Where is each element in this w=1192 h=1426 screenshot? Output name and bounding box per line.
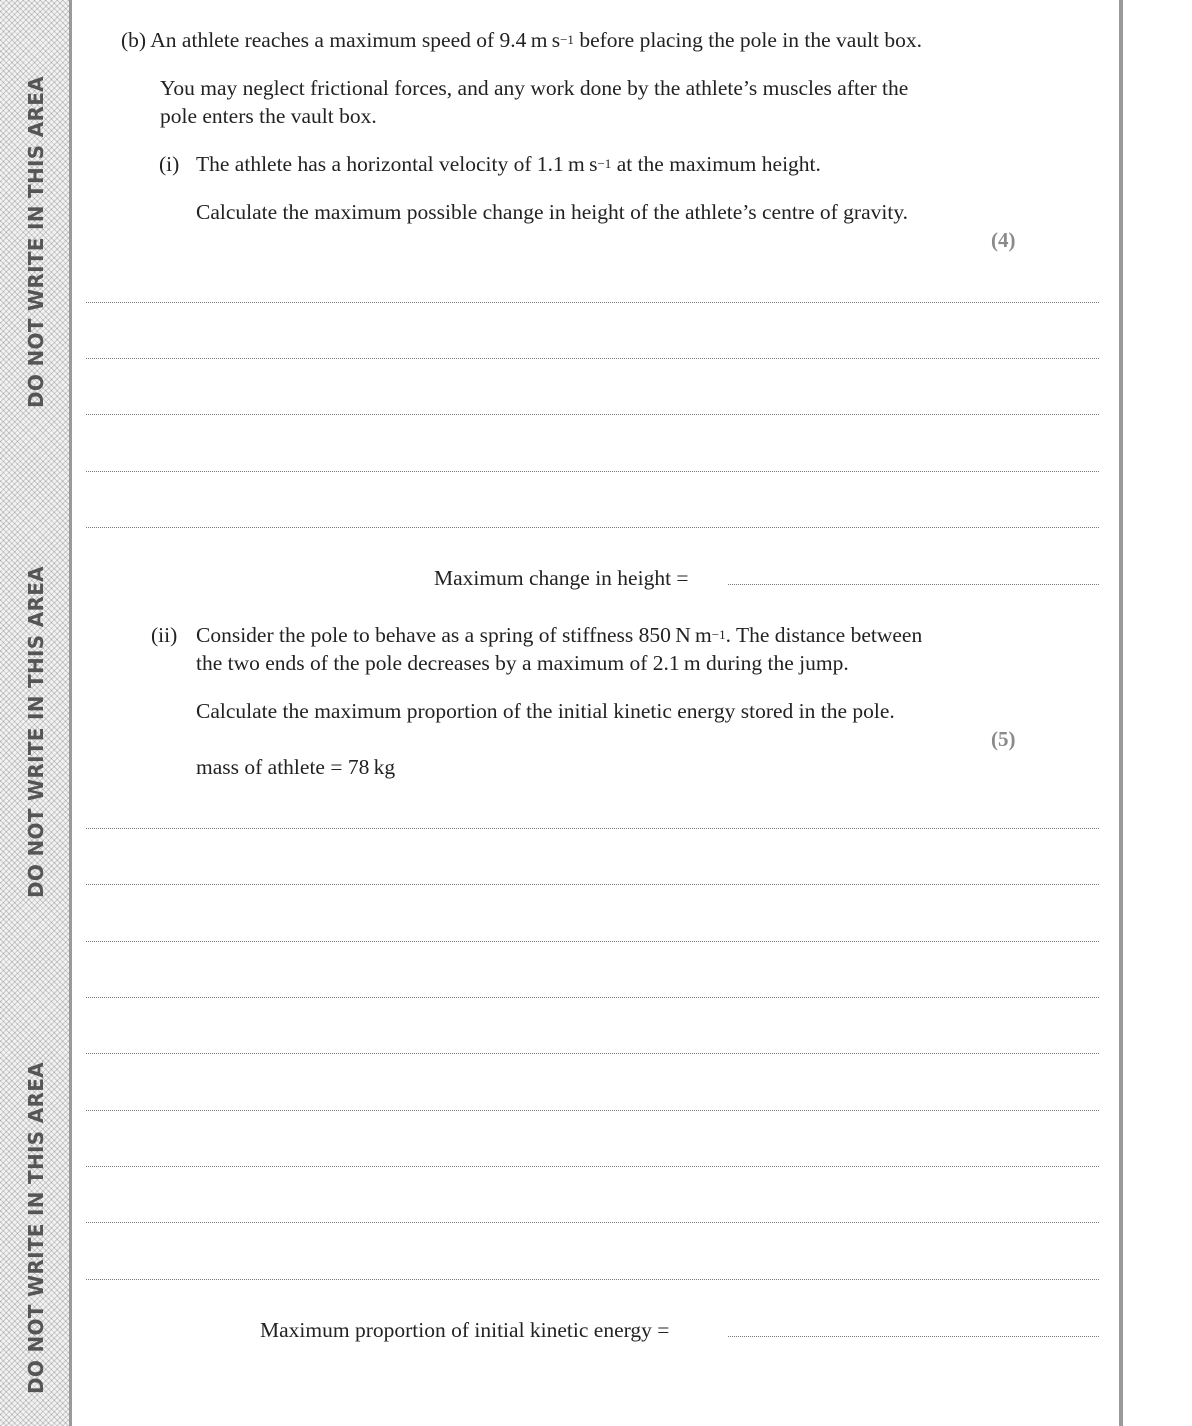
part-i-marks: (4) [991, 228, 1016, 252]
part-ii-label: (ii) [151, 623, 178, 647]
part-i-answer-field[interactable] [728, 584, 1099, 585]
answer-line[interactable] [86, 471, 1099, 472]
unit-superscript: −1 [711, 627, 726, 642]
answer-line[interactable] [86, 414, 1099, 415]
answer-line[interactable] [86, 527, 1099, 528]
part-b-intro [121, 26, 922, 54]
margin-warning-text: DO NOT WRITE IN THIS AREA [24, 566, 48, 898]
unit-superscript: −1 [560, 32, 574, 47]
part-i-answer-label: Maximum change in height = [434, 566, 689, 590]
answer-line[interactable] [86, 1053, 1099, 1054]
right-border [1119, 0, 1123, 1426]
answer-line[interactable] [86, 997, 1099, 998]
part-b-note-line1: You may neglect frictional forces, and any work done by the athlete’s muscles after the [160, 76, 909, 100]
margin-warning-text: DO NOT WRITE IN THIS AREA [24, 76, 48, 408]
unit-superscript: −1 [597, 156, 612, 171]
answer-line[interactable] [86, 884, 1099, 885]
part-b-intro-text-end: before placing the pole in the vault box. [573, 28, 923, 52]
part-i-text-end: at the maximum height. [611, 152, 821, 176]
answer-line[interactable] [86, 1279, 1099, 1280]
part-ii-line1-end: . The distance between [725, 623, 923, 647]
answer-line[interactable] [86, 1166, 1099, 1167]
answer-line[interactable] [86, 828, 1099, 829]
part-b-note-line2: pole enters the vault box. [160, 104, 377, 128]
answer-line[interactable] [86, 302, 1099, 303]
part-b-label: (b) [121, 28, 147, 52]
part-b-intro-text: An athlete reaches a maximum speed of 9.4 m s [150, 28, 561, 52]
answer-line[interactable] [86, 1222, 1099, 1223]
part-ii-line2: the two ends of the pole decreases by a maximum of 2.1 m during the jump. [196, 651, 849, 675]
part-ii-instruction: Calculate the maximum proportion of the initial kinetic energy stored in the pole. [196, 699, 895, 723]
part-ii-given: mass of athlete = 78 kg [196, 755, 396, 779]
answer-line[interactable] [86, 358, 1099, 359]
part-i-label: (i) [159, 152, 180, 176]
part-i-text-start: The athlete has a horizontal velocity of 1.1 m s [196, 152, 598, 176]
part-ii-answer-field[interactable] [728, 1336, 1099, 1337]
part-ii-marks: (5) [991, 727, 1016, 751]
part-ii-answer-label: Maximum proportion of initial kinetic energy = [260, 1318, 670, 1342]
margin-warning-text: DO NOT WRITE IN THIS AREA [24, 1062, 48, 1394]
margin-strip [0, 0, 72, 1426]
part-i-text [196, 150, 821, 178]
answer-line[interactable] [86, 941, 1099, 942]
part-i-instruction: Calculate the maximum possible change in height of the athlete’s centre of gravity. [196, 200, 909, 224]
part-ii-line1 [196, 621, 922, 649]
part-ii-line1-start: Consider the pole to behave as a spring of stiffness 850 N m [196, 623, 712, 647]
answer-line[interactable] [86, 1110, 1099, 1111]
